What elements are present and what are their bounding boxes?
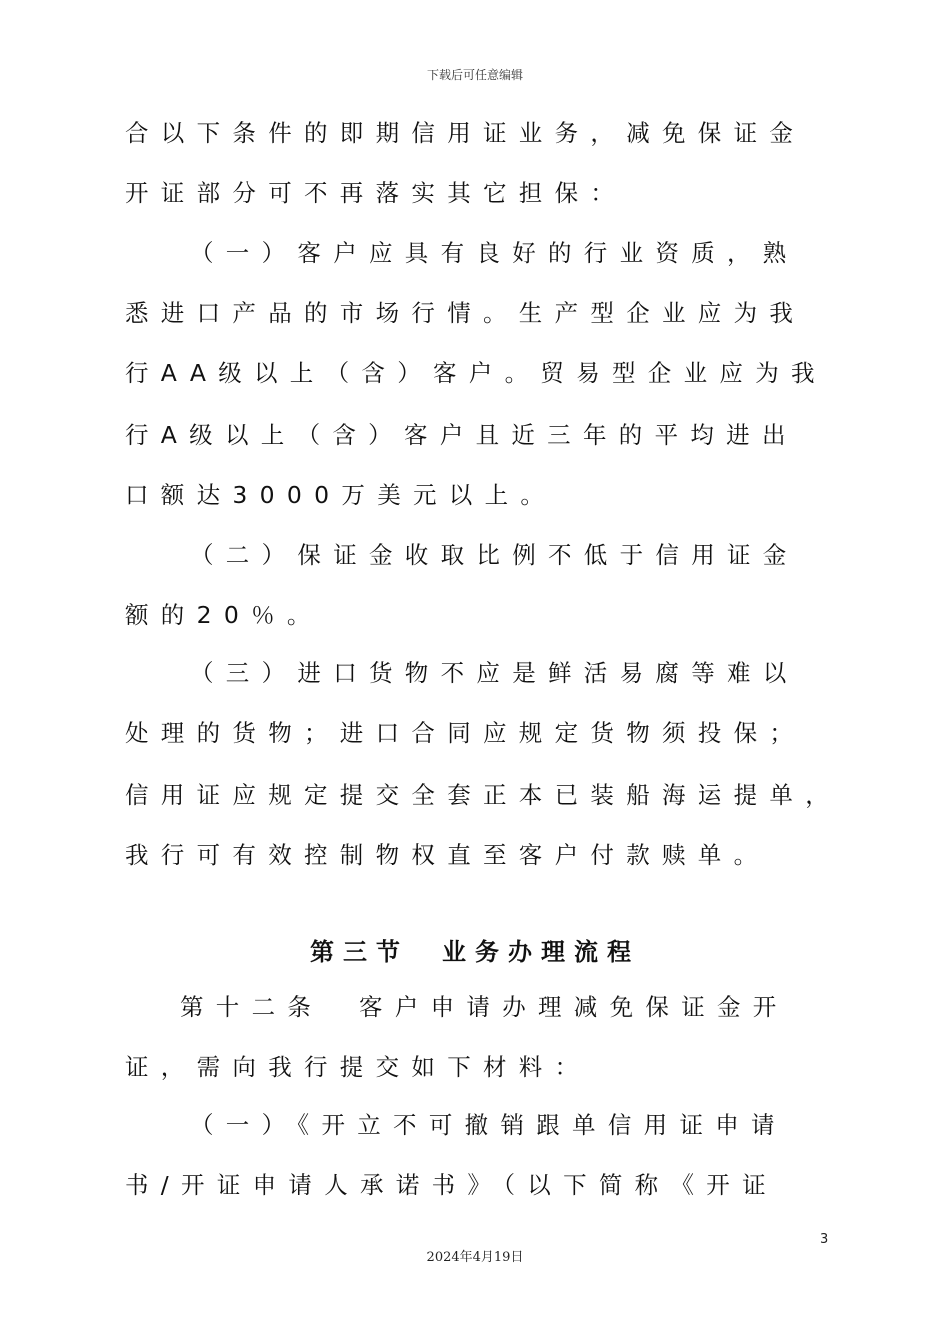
body-line: （一）客户应具有良好的行业资质，熟 (190, 239, 799, 267)
body-line: 口额达3000万美元以上。 (125, 481, 557, 509)
body-line: （二）保证金收取比例不低于信用证金 (190, 541, 799, 569)
body-line: 信用证应规定提交全套正本已装船海运提单， (125, 781, 841, 809)
body-line: 行AA级以上（含）客户。贸易型企业应为我 (125, 359, 827, 387)
body-line: 开证部分可不再落实其它担保： (125, 179, 627, 207)
body-line: 合以下条件的即期信用证业务，减免保证金 (125, 119, 806, 147)
body-line: 行A级以上（含）客户且近三年的平均进出 (125, 421, 798, 449)
page-number: 3 (820, 1232, 829, 1247)
page-header: 下载后可任意编辑 (426, 68, 523, 82)
body-line: 书/开证申请人承诺书》（以下简称《开证 (125, 1171, 778, 1199)
body-line: （三）进口货物不应是鲜活易腐等难以 (190, 659, 799, 687)
body-line: 处理的货物；进口合同应规定货物须投保； (125, 719, 806, 747)
body-line: 证，需向我行提交如下材料： (125, 1053, 591, 1081)
body-line: 我行可有效控制物权直至客户付款赎单。 (125, 841, 770, 869)
body-line: 第十二条 客户申请办理减免保证金开 (180, 993, 789, 1021)
body-line: 额的20％。 (125, 601, 323, 629)
body-line: （一）《开立不可撤销跟单信用证申请 (190, 1111, 787, 1139)
body-line: 悉进口产品的市场行情。生产型企业应为我 (125, 299, 806, 327)
page-footer-date: 2024年4月19日 (426, 1250, 524, 1265)
section-heading: 第三节 业务办理流程 (310, 938, 640, 966)
